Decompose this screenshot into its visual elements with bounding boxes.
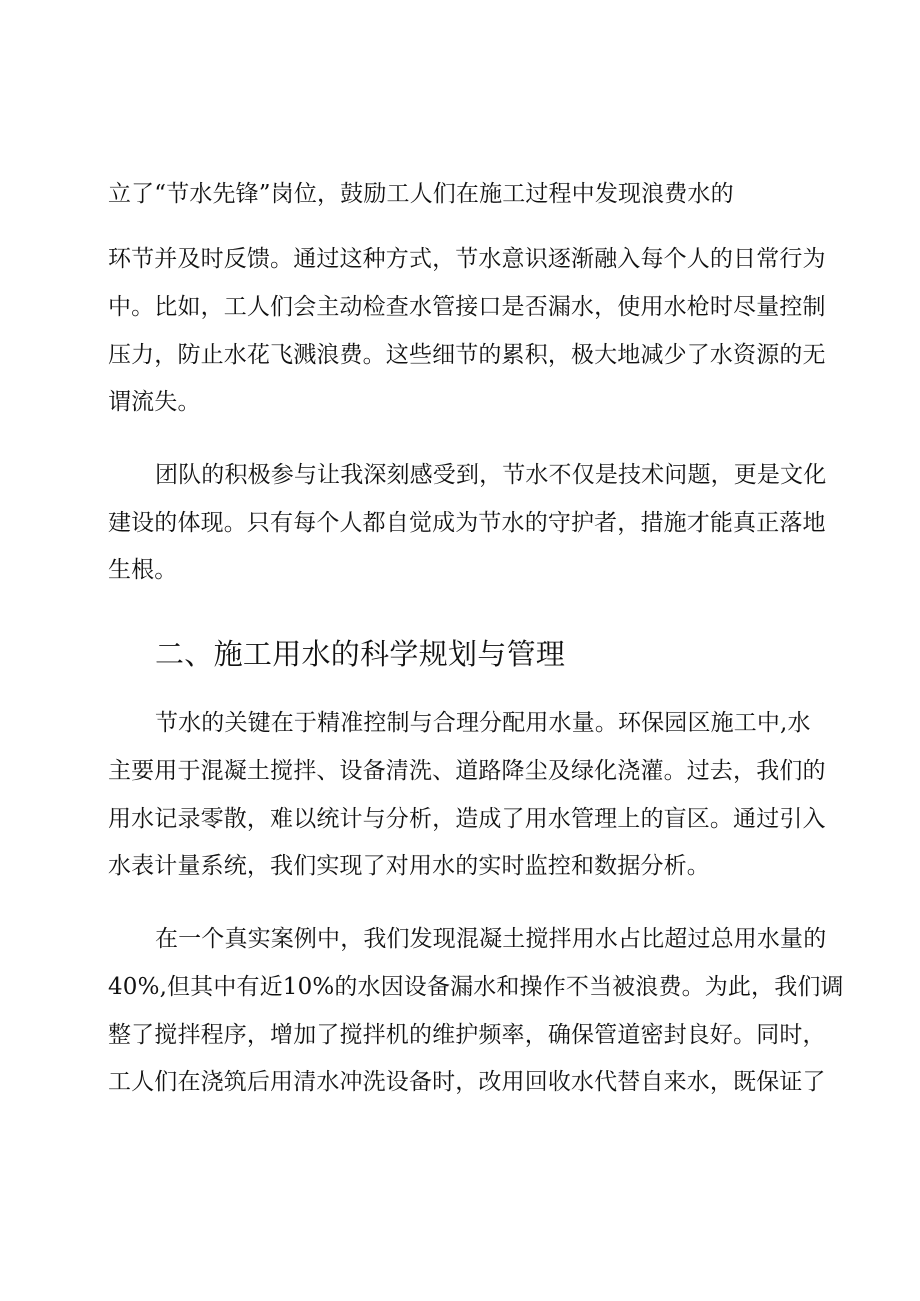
text-line: 用水记录零散，难以统计与分析，造成了用水管理上的盲区。通过引入 [108, 806, 826, 832]
text-line: 主要用于混凝土搅拌、设备清洗、道路降尘及绿化浇灌。过去，我们的 [108, 758, 826, 784]
text-line: 谓流失。 [108, 389, 201, 415]
text-line: 环节并及时反馈。通过这种方式，节水意识逐渐融入每个人的日常行为 [108, 246, 826, 272]
text-line: 生根。 [108, 557, 178, 583]
text-line: 建设的体现。只有每个人都自觉成为节水的守护者，措施才能真正落地 [108, 510, 826, 536]
text-line: 工人们在浇筑后用清水冲洗设备时，改用回收水代替自来水，既保证了 [108, 1069, 826, 1095]
section-heading: 二、施工用水的科学规划与管理 [155, 637, 566, 671]
text-line: 中。比如，工人们会主动检查水管接口是否漏水，使用水枪时尽量控制 [108, 294, 826, 320]
text-line: 团队的积极参与让我深刻感受到，节水不仅是技术问题，更是文化 [155, 462, 827, 488]
text-line: 在一个真实案例中，我们发现混凝土搅拌用水占比超过总用水量的 [155, 926, 827, 952]
text-line: 整了搅拌程序，增加了搅拌机的维护频率，确保管道密封良好。同时， [108, 1022, 826, 1048]
text-line: 节水的关键在于精准控制与合理分配用水量。环保园区施工中,水 [155, 710, 811, 736]
text-line: 40%,但其中有近10%的水因设备漏水和操作不当被浪费。为此，我们调 [108, 974, 844, 1000]
text-line: 压力，防止水花飞溅浪费。这些细节的累积，极大地减少了水资源的无 [108, 342, 826, 368]
text-line: 水表计量系统，我们实现了对用水的实时监控和数据分析。 [108, 853, 710, 879]
text-line: 立了“节水先锋”岗位，鼓励工人们在施工过程中发现浪费水的 [108, 181, 734, 207]
